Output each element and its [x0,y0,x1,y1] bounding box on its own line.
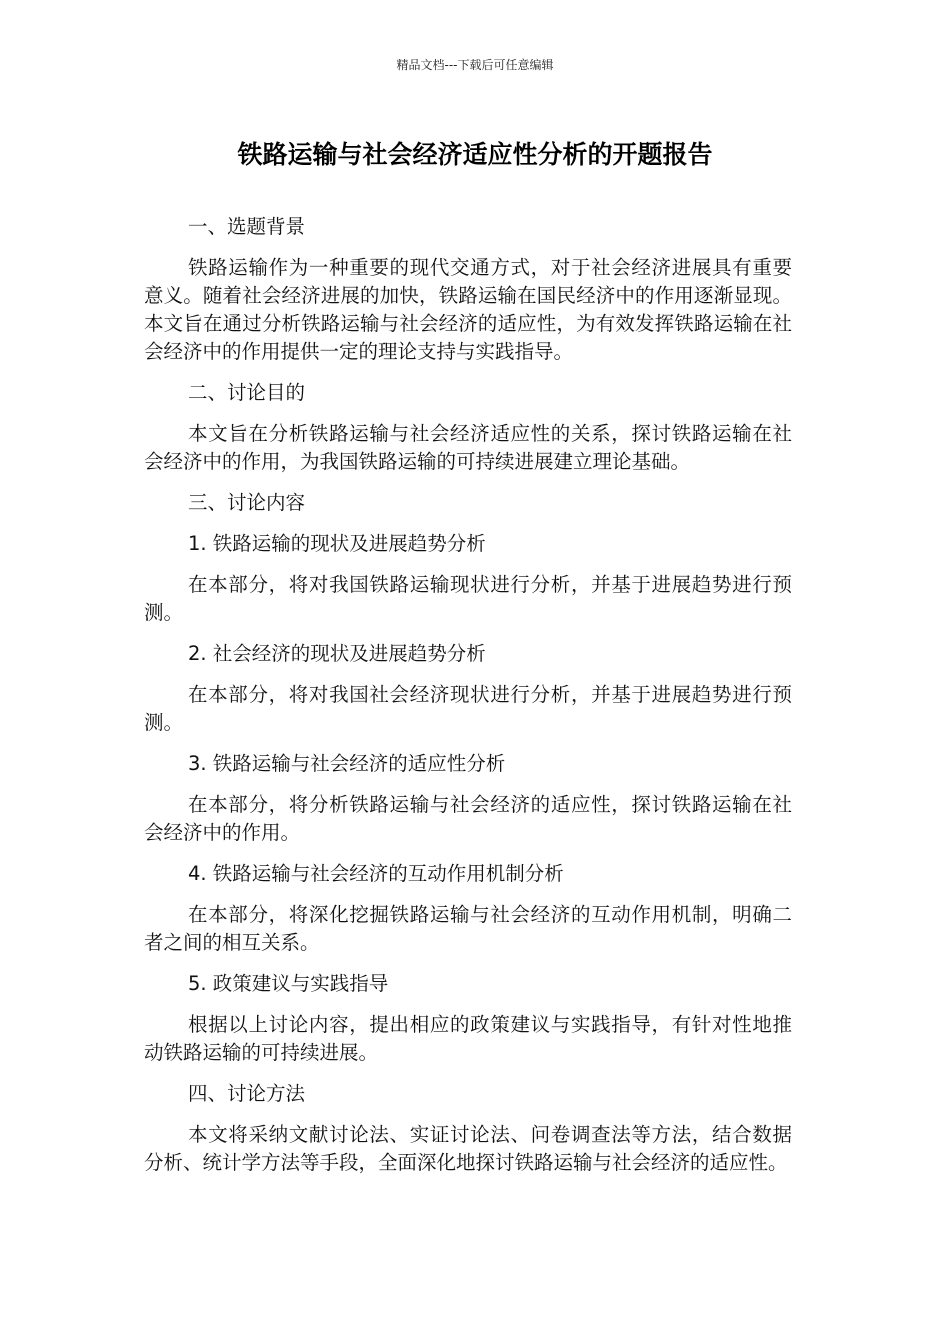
paragraph-sub-5: 根据以上讨论内容，提出相应的政策建议与实践指导，有针对性地推动铁路运输的可持续进展。 [144,1013,792,1064]
subheading-4: 4. 铁路运输与社会经济的互动作用机制分析 [188,862,564,885]
paragraph-methods: 本文将采纳文献讨论法、实证讨论法、问卷调查法等方法，结合数据分析、统计学方法等手段，全面深化地探讨铁路运输与社会经济的适应性。 [144,1123,792,1174]
paragraph-sub-2: 在本部分，将对我国社会经济现状进行分析，并基于进展趋势进行预测。 [144,683,792,734]
subheading-1: 1. 铁路运输的现状及进展趋势分析 [188,532,486,555]
subheading-5: 5. 政策建议与实践指导 [188,972,389,995]
paragraph-purpose: 本文旨在分析铁路运输与社会经济适应性的关系，探讨铁路运输在社会经济中的作用，为我国铁路运输的可持续进展建立理论基础。 [144,422,792,473]
section-heading-background: 一、选题背景 [188,215,306,238]
section-heading-methods: 四、讨论方法 [188,1082,306,1105]
page-header-note: 精品文档---下载后可任意编辑 [396,58,554,72]
document-body [144,213,792,1190]
paragraph-sub-4: 在本部分，将深化挖掘铁路运输与社会经济的互动作用机制，明确二者之间的相互关系。 [144,903,792,954]
subheading-3: 3. 铁路运输与社会经济的适应性分析 [188,752,506,775]
section-heading-purpose: 二、讨论目的 [188,381,306,404]
paragraph-background: 铁路运输作为一种重要的现代交通方式，对于社会经济进展具有重要意义。随着社会经济进展的加快，铁路运输在国民经济中的作用逐渐显现。本文旨在通过分析铁路运输与社会经济的适应性，为有效发挥铁路运输在社会经济中的作用提供一定的理论支持与实践指导。 [144,256,792,363]
paragraph-sub-1: 在本部分，将对我国铁路运输现状进行分析，并基于进展趋势进行预测。 [144,573,792,624]
section-heading-content: 三、讨论内容 [188,491,306,514]
paragraph-sub-3: 在本部分，将分析铁路运输与社会经济的适应性，探讨铁路运输在社会经济中的作用。 [144,793,792,844]
document-title: 铁路运输与社会经济适应性分析的开题报告 [237,140,713,169]
subheading-2: 2. 社会经济的现状及进展趋势分析 [188,642,486,665]
